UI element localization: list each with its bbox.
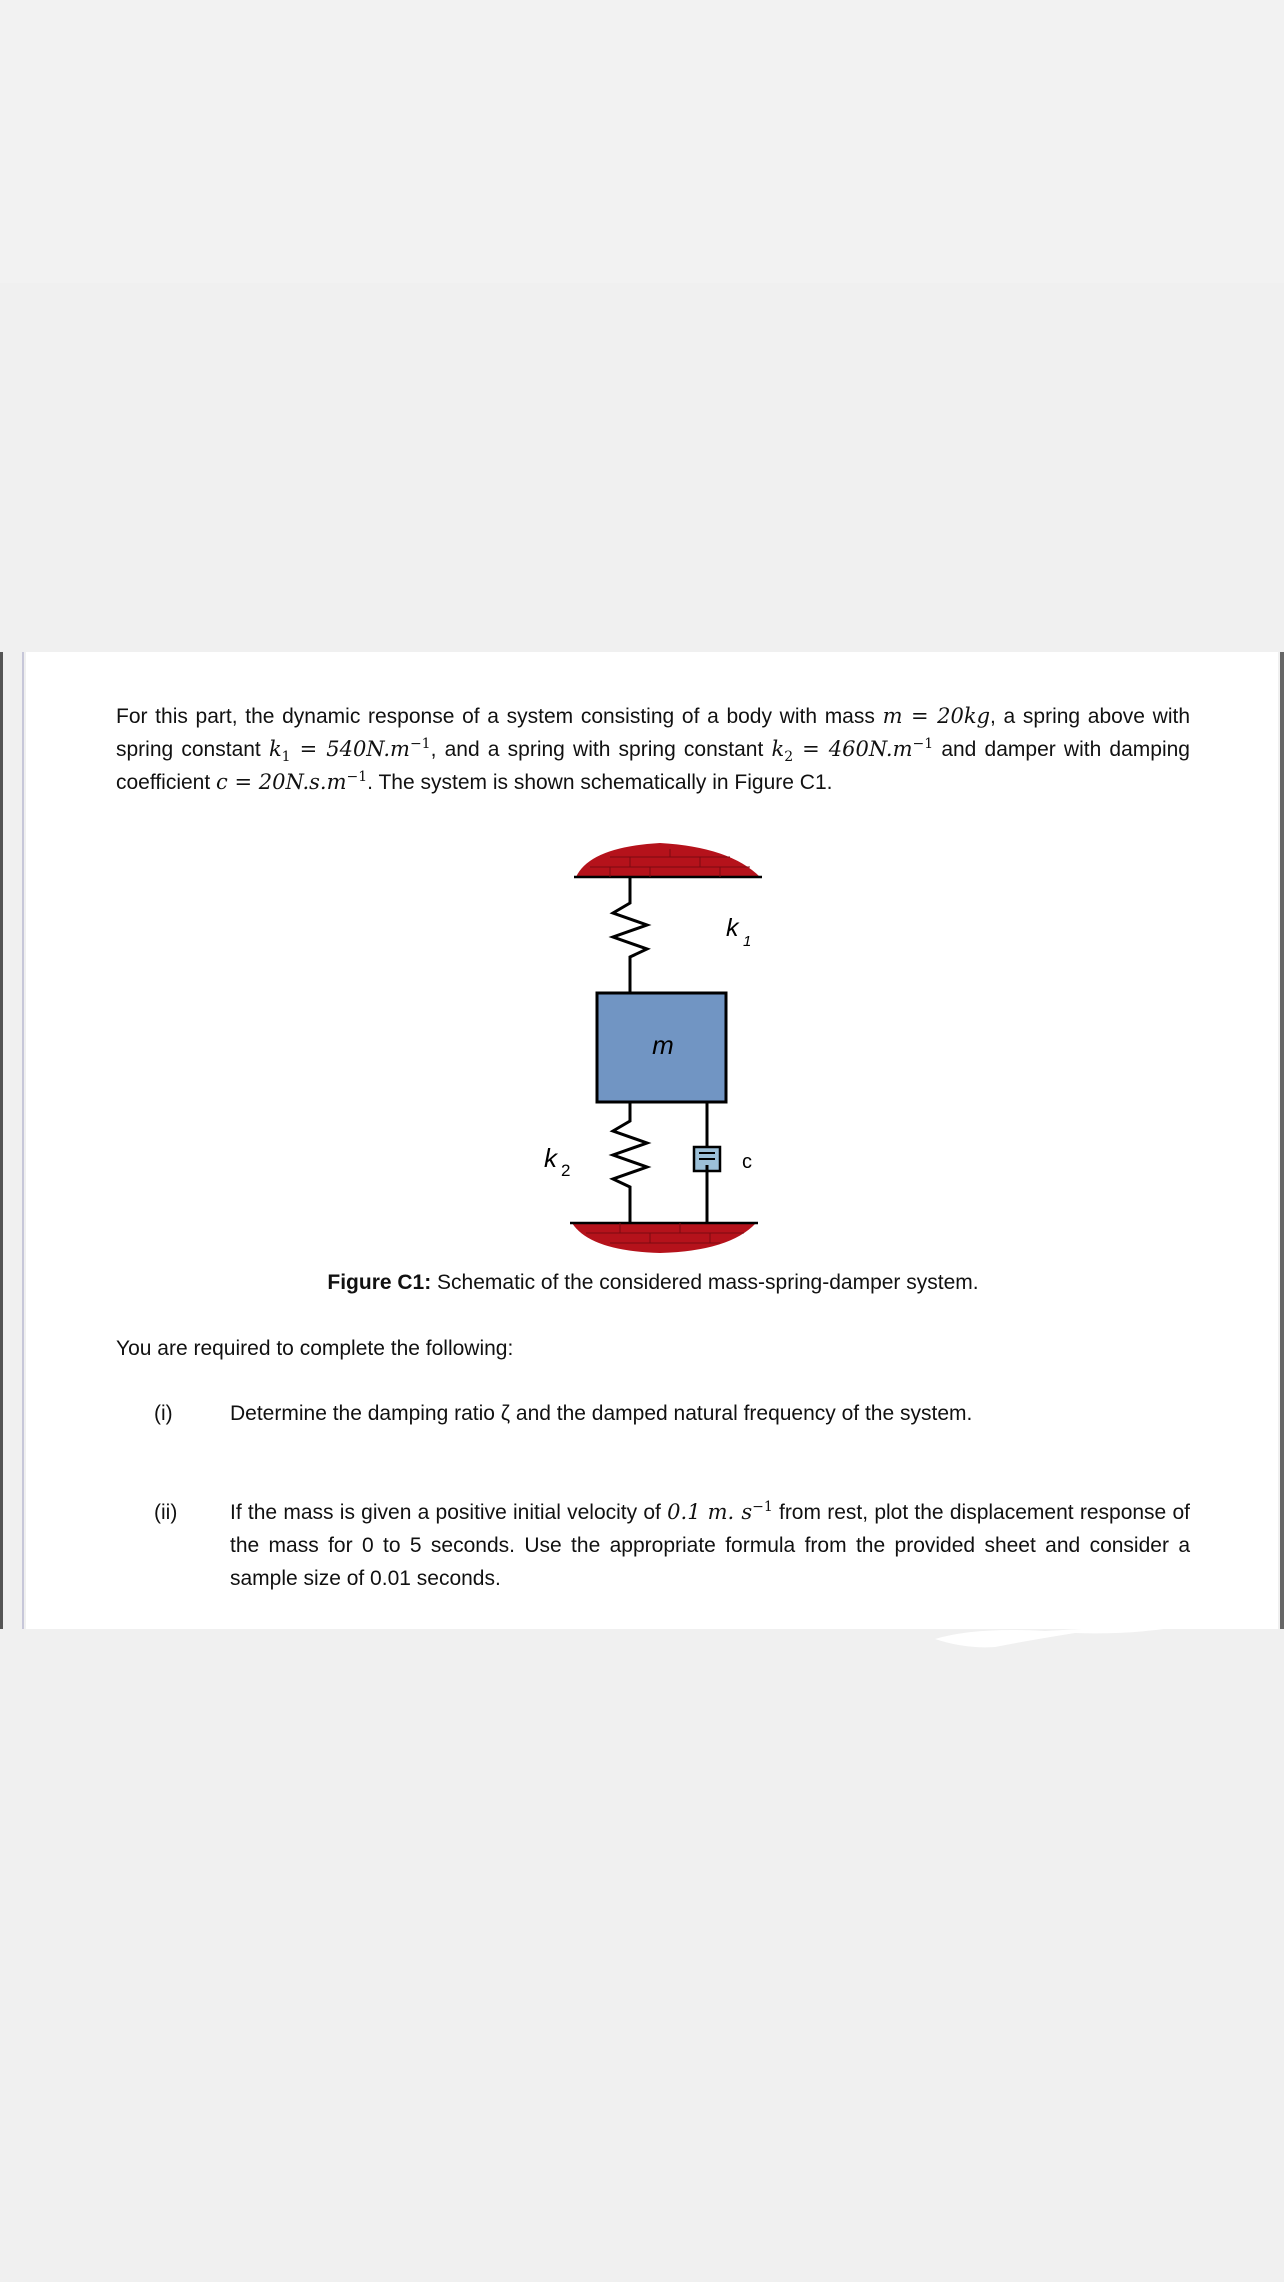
k1-exponent: −1 <box>409 736 431 752</box>
white-smudge <box>935 1625 1195 1649</box>
k1-label-subscript: 1 <box>743 933 752 950</box>
c-exponent: −1 <box>346 769 368 785</box>
page-left-border <box>0 652 3 1629</box>
k1-symbol: k <box>268 737 282 761</box>
k1-label: k <box>726 914 739 942</box>
top-wall-fill <box>576 843 760 877</box>
k2-value: = 460N.m <box>793 737 913 761</box>
figure-caption-label: Figure C1: <box>327 1271 432 1294</box>
text-segment: . The system is shown schematically in Figure C1. <box>367 771 833 794</box>
task-intro: You are required to complete the following: <box>116 1337 514 1360</box>
task-text-segment: from rest, plot the displacement response of the mass for 0 to 5 seconds. Use the appropriate formula from the provided sheet and consider a sample size of 0.01 seconds. <box>230 1501 1190 1590</box>
c-equation: c = 20N.s.m <box>216 770 347 794</box>
damper <box>694 1102 720 1227</box>
text-segment: , and a spring with spring constant <box>430 738 772 761</box>
k2-symbol: k <box>771 737 785 761</box>
k1-value: = 540N.m <box>290 737 410 761</box>
text-segment: and damper with damping coefficient <box>116 738 1190 794</box>
page-left-border-inner <box>22 652 24 1629</box>
mass-spring-damper-figure <box>530 835 780 1265</box>
k2-label-subscript: 2 <box>561 1161 571 1180</box>
bottom-wall-fill <box>572 1223 756 1253</box>
task-text <box>230 1496 1190 1595</box>
k1-subscript: 1 <box>281 749 291 766</box>
velocity-value: 0.1 m. s <box>667 1500 753 1524</box>
task-text-segment: If the mass is given a positive initial velocity of <box>230 1501 668 1524</box>
spring-k2 <box>613 1102 647 1227</box>
text-segment: , a spring above with spring constant <box>116 705 1191 761</box>
top-background <box>0 0 1284 283</box>
damper-label: c <box>742 1151 752 1173</box>
task-number: (i) <box>154 1402 173 1425</box>
figure-caption <box>116 1268 1190 1298</box>
mass-equation: m = 20kg <box>882 704 991 728</box>
problem-statement <box>116 700 1190 799</box>
top-wall <box>574 843 762 877</box>
text-segment: For this part, the dynamic response of a system consisting of a body with mass <box>116 705 883 728</box>
k2-subscript: 2 <box>784 749 794 766</box>
figure-caption-text: Schematic of the considered mass-spring-damper system. <box>431 1271 979 1294</box>
bottom-background <box>0 1630 1284 2282</box>
k2-exponent: −1 <box>912 736 934 752</box>
bottom-wall <box>570 1223 758 1253</box>
spring-k1 <box>613 877 647 993</box>
task-text: Determine the damping ratio ζ and the damped natural frequency of the system. <box>230 1402 973 1425</box>
mass-label: m <box>652 1030 674 1060</box>
k2-label: k <box>544 1143 557 1173</box>
task-number: (ii) <box>154 1501 178 1524</box>
page-right-border <box>1280 652 1284 1629</box>
velocity-exponent: −1 <box>752 1499 773 1515</box>
